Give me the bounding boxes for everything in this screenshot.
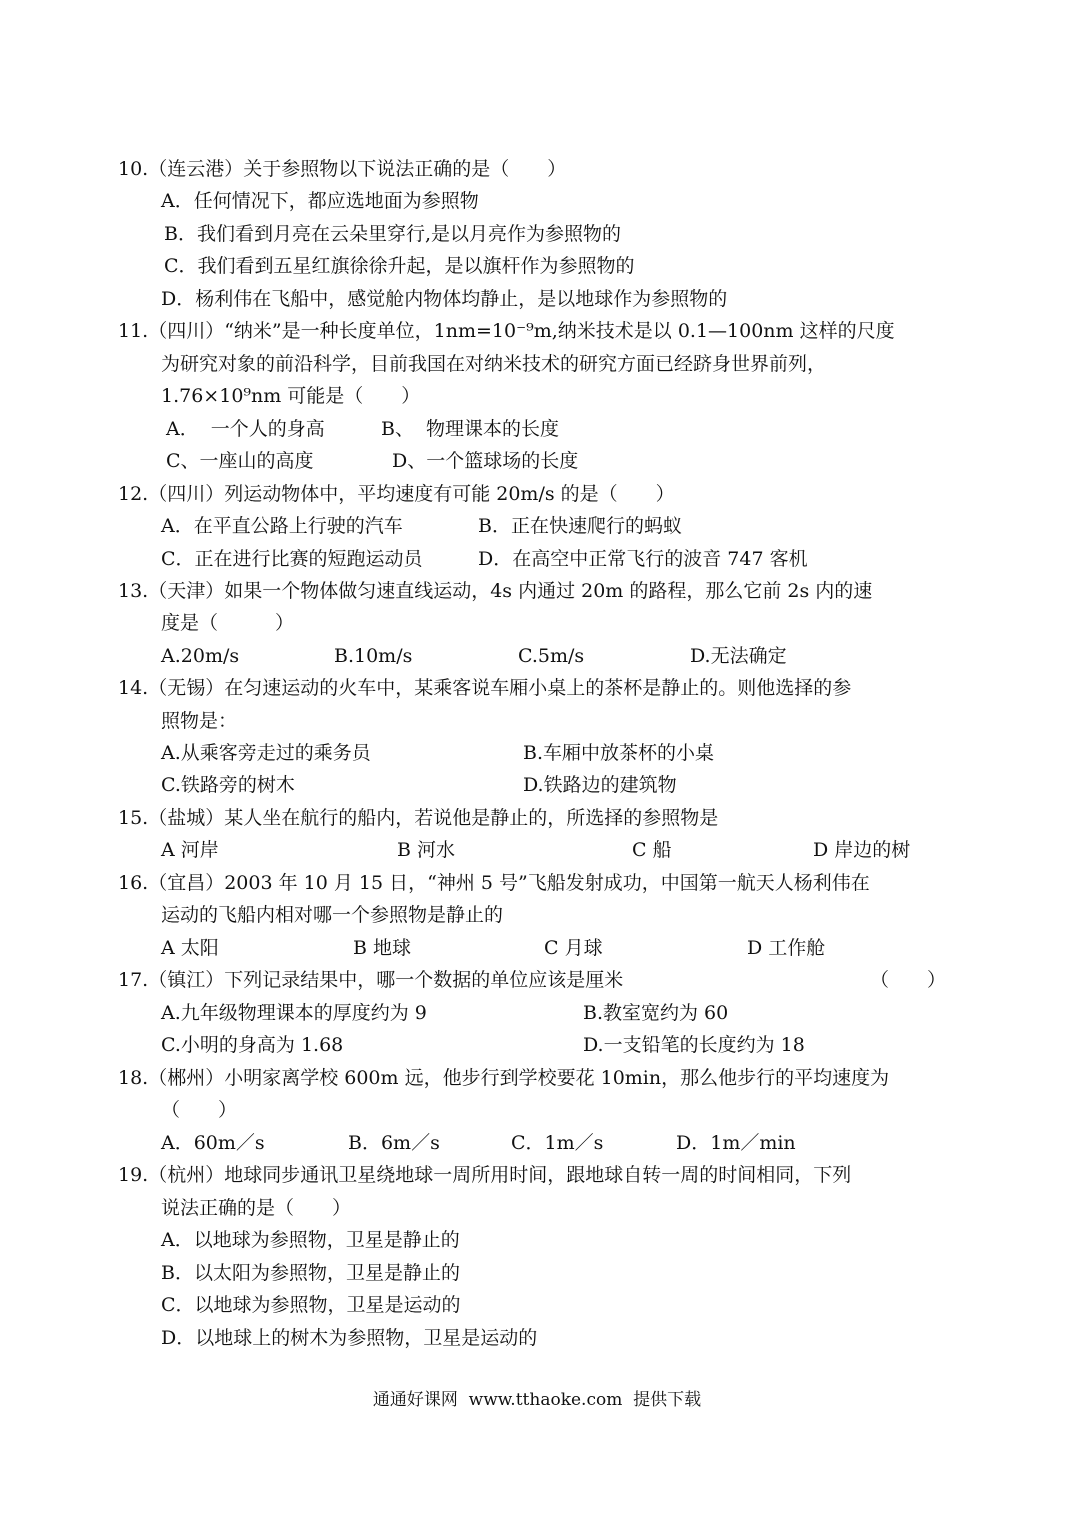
question-11-option-a: A． 一个人的身高 — [166, 418, 325, 440]
question-15-option-d: D 岸边的树 — [813, 839, 911, 861]
question-18-option-d: D．1m／min — [676, 1132, 796, 1154]
question-19-stem-line1: 19.（杭州）地球同步通讯卫星绕地球一周所用时间，跟地球自转一周的时间相同，下列 — [118, 1164, 852, 1186]
question-13-stem-line2: 度是（ ） — [161, 612, 295, 634]
question-19-option-b: B．以太阳为参照物，卫星是静止的 — [161, 1262, 460, 1284]
question-10-option-b: B．我们看到月亮在云朵里穿行,是以月亮作为参照物的 — [164, 223, 622, 245]
question-13-stem-line1: 13.（天津）如果一个物体做匀速直线运动，4s 内通过 20m 的路程，那么它前 2s 内的速 — [118, 580, 873, 602]
question-16-option-b: B 地球 — [353, 937, 412, 959]
question-13-option-c: C.5m/s — [518, 645, 585, 667]
question-19-option-a: A．以地球为参照物，卫星是静止的 — [161, 1229, 460, 1251]
question-12-option-b: B．正在快速爬行的蚂蚁 — [478, 515, 682, 537]
question-16-stem-line1: 16.（宜昌）2003 年 10 月 15 日，“神州 5 号”飞船发射成功，中国第一航天人杨利伟在 — [118, 872, 870, 894]
question-17-option-b: B.教室宽约为 60 — [583, 1002, 729, 1024]
question-10-option-c: C．我们看到五星红旗徐徐升起，是以旗杆作为参照物的 — [164, 255, 635, 277]
question-16-option-c: C 月球 — [544, 937, 603, 959]
question-18-option-c: C．1m／s — [511, 1132, 604, 1154]
question-12-stem: 12.（四川）列运动物体中，平均速度有可能 20m/s 的是（ ） — [118, 483, 675, 505]
question-10-option-a: A．任何情况下，都应选地面为参照物 — [161, 190, 479, 212]
question-14-option-c: C.铁路旁的树木 — [161, 774, 295, 796]
question-12-option-c: C．正在进行比赛的短跑运动员 — [161, 548, 423, 570]
question-11-stem-line1: 11.（四川）“纳米”是一种长度单位，1nm=10⁻⁹m,纳米技术是以 0.1—100nm 这样的尺度 — [118, 320, 895, 342]
question-17-option-d: D.一支铅笔的长度约为 18 — [583, 1034, 805, 1056]
question-18-stem-line2: （ ） — [161, 1099, 238, 1121]
question-18-option-b: B．6m／s — [348, 1132, 440, 1154]
question-18-stem-line1: 18.（郴州）小明家离学校 600m 远，他步行到学校要花 10min，那么他步行的平均速度为 — [118, 1067, 890, 1089]
question-15-option-a: A 河岸 — [161, 839, 219, 861]
question-17-stem: 17.（镇江）下列记录结果中，哪一个数据的单位应该是厘米 — [118, 969, 624, 991]
question-16-option-d: D 工作舱 — [747, 937, 826, 959]
question-14-option-b: B.车厢中放茶杯的小桌 — [523, 742, 715, 764]
question-14-option-a: A.从乘客旁走过的乘务员 — [161, 742, 371, 764]
question-16-stem-line2: 运动的飞船内相对哪一个参照物是静止的 — [161, 904, 504, 926]
question-10-stem: 10.（连云港）关于参照物以下说法正确的是（ ） — [118, 158, 567, 180]
question-11-stem-line2: 为研究对象的前沿科学，目前我国在对纳米技术的研究方面已经跻身世界前列， — [161, 353, 827, 375]
question-15-stem: 15.（盐城）某人坐在航行的船内，若说他是静止的，所选择的参照物是 — [118, 807, 719, 829]
question-19-option-d: D．以地球上的树木为参照物，卫星是运动的 — [161, 1327, 538, 1349]
question-13-option-d: D.无法确定 — [690, 645, 787, 667]
question-17-option-c: C.小明的身高为 1.68 — [161, 1034, 344, 1056]
question-11-option-d: D、一个篮球场的长度 — [392, 450, 579, 472]
question-17-answer-blank: （ ） — [870, 969, 947, 991]
question-11-option-c: C、一座山的高度 — [166, 450, 314, 472]
question-19-stem-line2: 说法正确的是（ ） — [161, 1197, 352, 1219]
page-footer: 通通好课网 www.tthaoke.com 提供下载 — [372, 1390, 702, 1410]
question-17-option-a: A.九年级物理课本的厚度约为 9 — [161, 1002, 427, 1024]
question-14-option-d: D.铁路边的建筑物 — [523, 774, 677, 796]
question-18-option-a: A．60m／s — [161, 1132, 265, 1154]
question-10-option-d: D．杨利伟在飞船中，感觉舱内物体均静止，是以地球作为参照物的 — [161, 288, 728, 310]
question-12-option-a: A．在平直公路上行驶的汽车 — [161, 515, 403, 537]
question-11-option-b: B、 物理课本的长度 — [381, 418, 560, 440]
question-11-stem-line3: 1.76×10⁹nm 可能是（ ） — [161, 385, 421, 407]
question-16-option-a: A 太阳 — [161, 937, 219, 959]
question-15-option-b: B 河水 — [397, 839, 456, 861]
question-12-option-d: D．在高空中正常飞行的波音 747 客机 — [478, 548, 808, 570]
question-13-option-a: A.20m/s — [161, 645, 240, 667]
question-13-option-b: B.10m/s — [334, 645, 413, 667]
question-14-stem-line2: 照物是： — [161, 710, 238, 732]
question-14-stem-line1: 14.（无锡）在匀速运动的火车中，某乘客说车厢小桌上的茶杯是静止的。则他选择的参 — [118, 677, 852, 699]
question-15-option-c: C 船 — [632, 839, 672, 861]
question-19-option-c: C．以地球为参照物，卫星是运动的 — [161, 1294, 461, 1316]
